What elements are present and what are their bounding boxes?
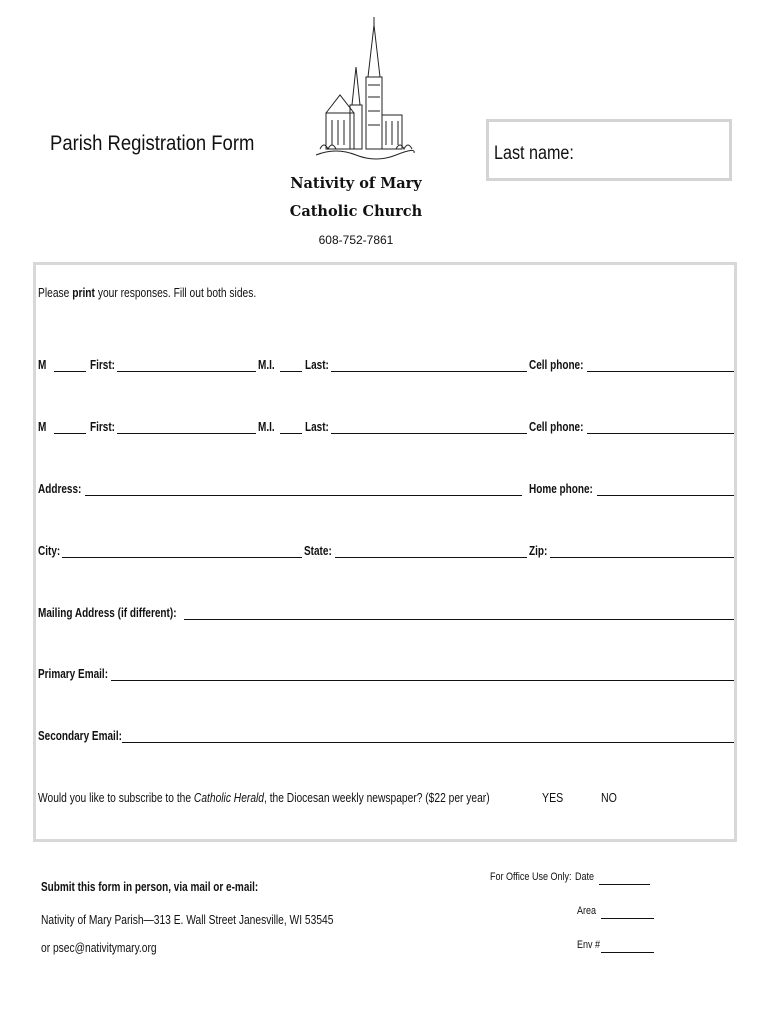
first-name-field[interactable] [117,433,256,434]
cell-label: Cell phone: [529,420,584,434]
mi-label: M.I. [258,420,275,434]
page-title: Parish Registration Form [50,132,255,155]
parish-address: Nativity of Mary Parish—313 E. Wall Street Janesville, WI 53545 [41,913,334,927]
mailing-label: Mailing Address (if different): [38,606,177,620]
last-label: Last: [305,420,329,434]
mi-label: M.I. [258,358,275,372]
office-date-field[interactable] [599,884,650,885]
first-label: First: [90,358,115,372]
secondary-email-field[interactable] [122,742,734,743]
cell-label: Cell phone: [529,358,584,372]
primary-email-label: Primary Email: [38,667,109,681]
m-label: M [38,358,47,372]
address-field[interactable] [85,495,522,496]
last-name-box[interactable] [486,119,732,181]
last-label: Last: [305,358,329,372]
last-name-field[interactable] [331,433,527,434]
cell-phone-field[interactable] [587,433,734,434]
first-name-field[interactable] [117,371,256,372]
no-option[interactable]: NO [601,791,617,805]
office-date-label: Date [575,871,595,883]
church-name-line2: Catholic Church [289,203,423,220]
primary-email-field[interactable] [111,680,734,681]
church-phone: 608-752-7861 [318,233,394,247]
instructions: Please print your responses. Fill out both sides. [38,286,257,300]
mailing-address-field[interactable] [184,619,734,620]
title-field[interactable] [54,433,86,434]
subscription-question: Would you like to subscribe to the Catholic Herald, the Diocesan weekly newspaper? ($22 per year) [38,791,490,805]
title-field[interactable] [54,371,86,372]
home-phone-field[interactable] [597,495,734,496]
home-phone-label: Home phone: [529,482,593,496]
office-area-field[interactable] [601,918,654,919]
office-env-field[interactable] [601,952,654,953]
yes-option[interactable]: YES [542,791,564,805]
city-label: City: [38,544,61,558]
last-name-label: Last name: [494,143,574,164]
state-label: State: [304,544,332,558]
office-area-label: Area [577,905,597,917]
zip-field[interactable] [550,557,734,558]
office-use-label: For Office Use Only: [490,871,572,883]
last-name-field[interactable] [331,371,527,372]
state-field[interactable] [335,557,527,558]
city-field[interactable] [62,557,302,558]
office-env-label: Env # [577,939,601,951]
submit-heading: Submit this form in person, via mail or e-mail: [41,880,259,894]
mi-field[interactable] [280,433,302,434]
address-label: Address: [38,482,82,496]
form-panel [33,262,737,842]
zip-label: Zip: [529,544,548,558]
mi-field[interactable] [280,371,302,372]
parish-email: or psec@nativitymary.org [41,941,157,955]
cell-phone-field[interactable] [587,371,734,372]
first-label: First: [90,420,115,434]
secondary-email-label: Secondary Email: [38,729,122,743]
church-name-line1: Nativity of Mary [290,175,422,192]
church-illustration [296,15,416,170]
m-label: M [38,420,47,434]
